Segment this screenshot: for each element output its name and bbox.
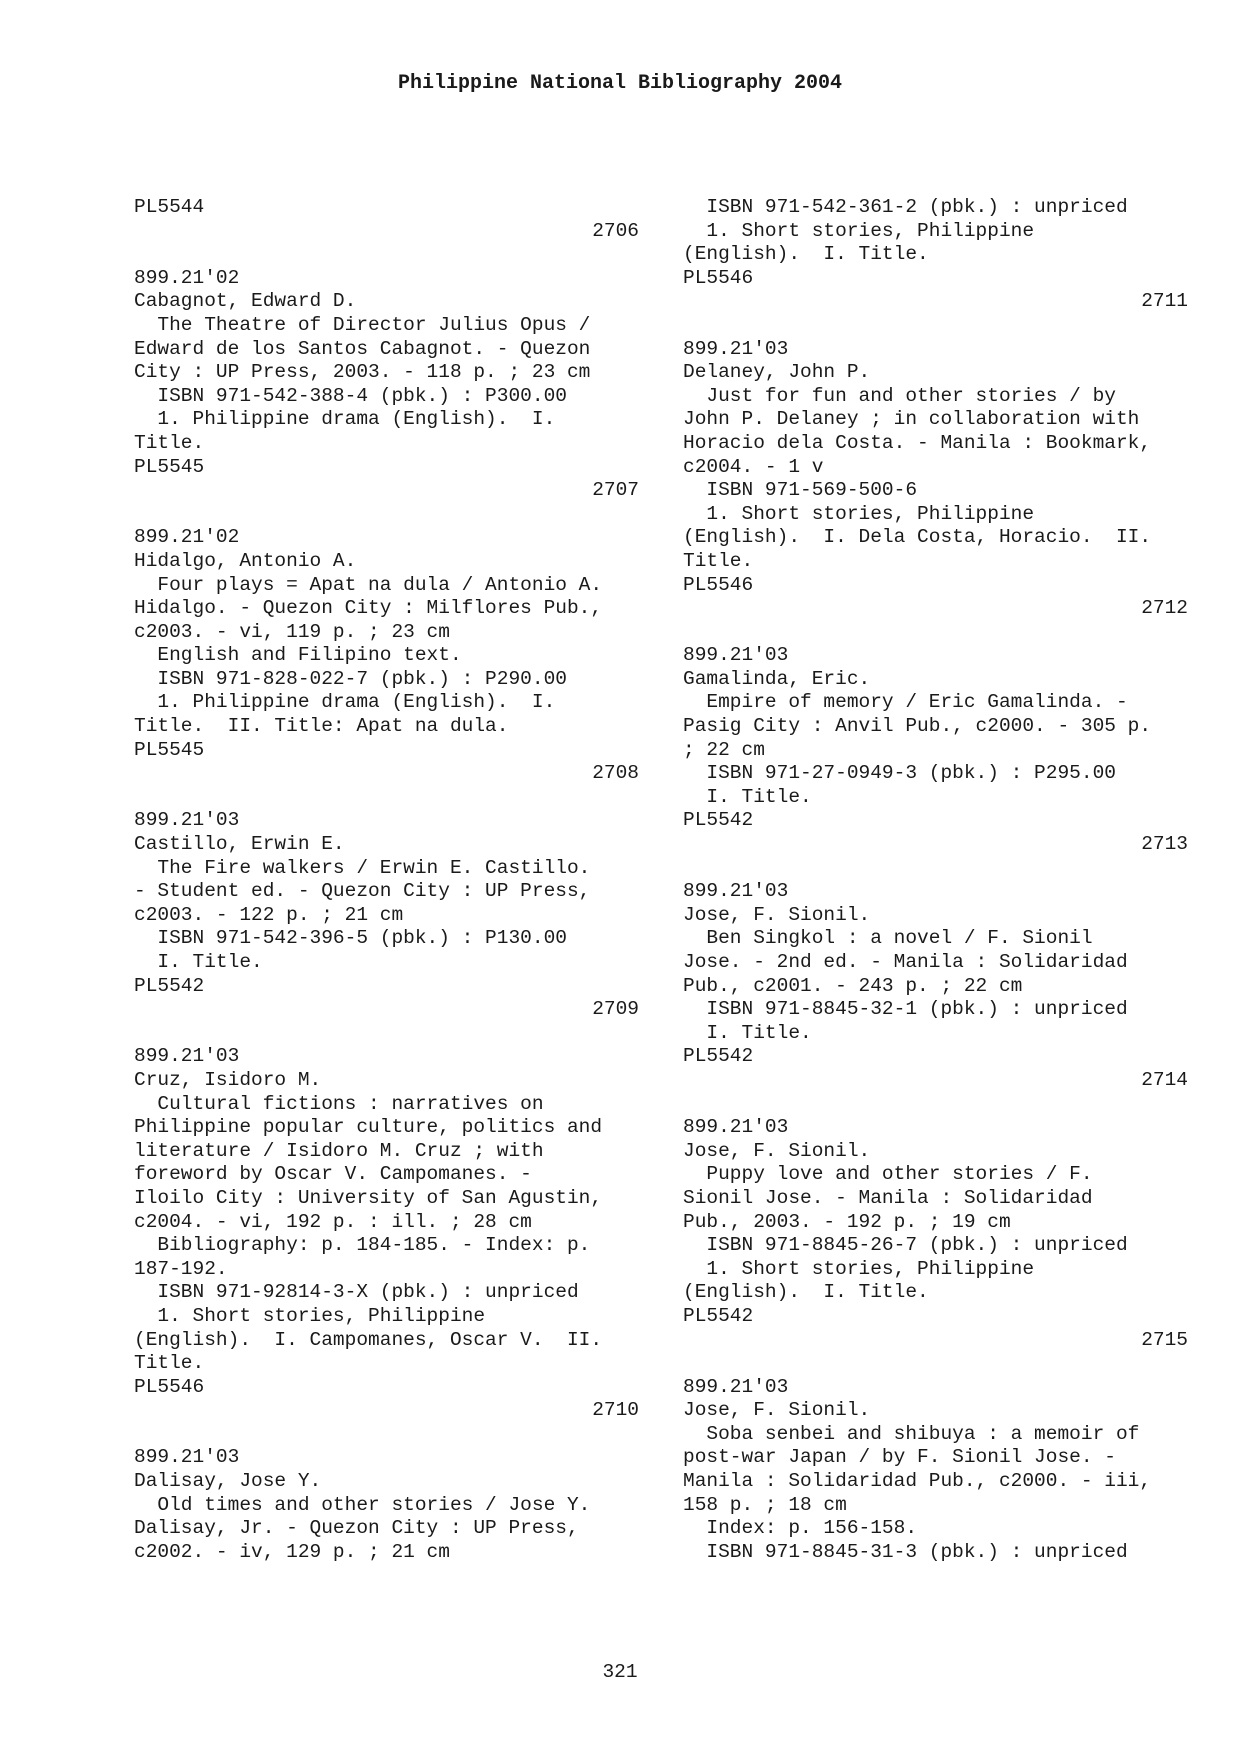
bibliography-line: PL5544 — [134, 196, 205, 218]
bibliography-line: PL5542 — [683, 1045, 754, 1068]
bibliography-line: ISBN 971-8845-26-7 (pbk.) : unpriced — [683, 1234, 1128, 1257]
blank-line — [683, 1352, 1188, 1376]
bibliography-line: I. Title. — [134, 951, 263, 973]
bibliography-line: PL5545 — [134, 455, 205, 478]
bibliography-line: ISBN 971-542-396-5 (pbk.) : P130.00 — [134, 927, 567, 950]
bibliography-line: Title. II. Title: Apat na dula. — [134, 715, 509, 738]
bibliography-line: Pasig City : Anvil Pub., c2000. - 305 p. — [683, 715, 1152, 738]
bibliography-line: Jose, F. Sionil. — [683, 1399, 871, 1422]
bibliography-line: Four plays = Apat na dula / Antonio A. — [134, 573, 603, 596]
bibliography-line: 187-192. — [134, 1257, 228, 1280]
bibliography-line: 899.21'03 — [683, 337, 789, 360]
bibliography-line: Cultural fictions : narratives on — [134, 1092, 544, 1115]
entry-number: 2711 — [1141, 290, 1188, 313]
bibliography-line: c2004. - 1 v — [683, 455, 824, 478]
bibliography-line: ISBN 971-27-0949-3 (pbk.) : P295.00 — [683, 762, 1116, 785]
bibliography-line: post-war Japan / by F. Sionil Jose. - — [683, 1446, 1116, 1469]
bibliography-line: Just for fun and other stories / by — [683, 384, 1116, 407]
bibliography-line: Title. — [134, 431, 205, 454]
bibliography-line: PL5546 — [683, 573, 754, 596]
bibliography-line: Manila : Solidaridad Pub., c2000. - iii, — [683, 1470, 1152, 1493]
bibliography-line: 899.21'03 — [683, 1375, 789, 1398]
blank-line — [134, 1423, 639, 1447]
bibliography-line: The Fire walkers / Erwin E. Castillo. — [134, 856, 591, 879]
entry-number: 2709 — [592, 998, 639, 1021]
bibliography-line: Iloilo City : University of San Agustin, — [134, 1186, 603, 1209]
bibliography-line: ISBN 971-569-500-6 — [683, 479, 918, 502]
entry-number: 2712 — [1141, 597, 1188, 620]
bibliography-line: 899.21'03 — [683, 644, 789, 667]
bibliography-line: PL5542 — [134, 974, 205, 997]
bibliography-line: c2004. - vi, 192 p. : ill. ; 28 cm — [134, 1210, 532, 1233]
bibliography-line: Hidalgo. - Quezon City : Milflores Pub., — [134, 597, 603, 620]
bibliography-line: Cabagnot, Edward D. — [134, 290, 357, 313]
bibliography-line: PL5546 — [683, 266, 754, 289]
bibliography-line: (English). I. Title. — [683, 1281, 929, 1304]
entry-number: 2707 — [592, 479, 639, 502]
bibliography-line: Soba senbei and shibuya : a memoir of — [683, 1422, 1140, 1445]
bibliography-line: ISBN 971-8845-31-3 (pbk.) : unpriced — [683, 1540, 1128, 1563]
bibliography-line: ISBN 971-8845-32-1 (pbk.) : unpriced — [683, 998, 1128, 1021]
bibliography-line: Horacio dela Costa. - Manila : Bookmark, — [683, 431, 1152, 454]
entry-number: 2713 — [1141, 833, 1188, 856]
bibliography-line: Gamalinda, Eric. — [683, 667, 871, 690]
bibliography-line: Hidalgo, Antonio A. — [134, 549, 357, 572]
bibliography-line: City : UP Press, 2003. - 118 p. ; 23 cm — [134, 361, 591, 384]
blank-line — [134, 503, 639, 527]
left-column — [134, 196, 639, 1564]
bibliography-line: Sionil Jose. - Manila : Solidaridad — [683, 1186, 1093, 1209]
bibliography-line: 899.21'03 — [683, 880, 789, 903]
bibliography-line: Ben Singkol : a novel / F. Sionil — [683, 927, 1093, 950]
page-title: Philippine National Bibliography 2004 — [397, 72, 843, 95]
bibliography-line: ISBN 971-542-361-2 (pbk.) : unpriced — [683, 196, 1128, 218]
bibliography-line: (English). I. Dela Costa, Horacio. II. — [683, 526, 1152, 549]
bibliography-line: literature / Isidoro M. Cruz ; with — [134, 1139, 544, 1162]
bibliography-line: 899.21'03 — [134, 1045, 240, 1068]
bibliography-line: English and Filipino text. — [134, 644, 462, 667]
bibliography-line: 1. Short stories, Philippine — [134, 1304, 486, 1327]
entry-number: 2715 — [1141, 1328, 1188, 1351]
bibliography-line: Jose. - 2nd ed. - Manila : Solidaridad — [683, 951, 1128, 973]
bibliography-line: (English). I. Campomanes, Oscar V. II. — [134, 1328, 603, 1351]
bibliography-line: Empire of memory / Eric Gamalinda. - — [683, 691, 1128, 714]
bibliography-line: Puppy love and other stories / F. — [683, 1163, 1093, 1186]
blank-line — [134, 786, 639, 810]
bibliography-line: 1. Short stories, Philippine — [683, 219, 1035, 242]
bibliography-line: Old times and other stories / Jose Y. — [134, 1493, 591, 1516]
bibliography-line: Title. — [134, 1352, 205, 1375]
page-number: 321 — [602, 1661, 638, 1683]
bibliography-line: 1. Philippine drama (English). I. — [134, 408, 556, 431]
bibliography-line: c2003. - 122 p. ; 21 cm — [134, 903, 404, 926]
blank-line — [683, 314, 1188, 338]
bibliography-line: 899.21'02 — [134, 526, 240, 549]
bibliography-line: PL5546 — [134, 1375, 205, 1398]
bibliography-line: John P. Delaney ; in collaboration with — [683, 408, 1140, 431]
bibliography-line: ISBN 971-828-022-7 (pbk.) : P290.00 — [134, 667, 567, 690]
bibliography-line: Dalisay, Jose Y. — [134, 1470, 322, 1493]
bibliography-line: Jose, F. Sionil. — [683, 1139, 871, 1162]
bibliography-line: 899.21'02 — [134, 266, 240, 289]
blank-line — [134, 243, 639, 267]
bibliography-line: ; 22 cm — [683, 738, 765, 761]
bibliography-line: 1. Philippine drama (English). I. — [134, 691, 556, 714]
bibliography-line: Dalisay, Jr. - Quezon City : UP Press, — [134, 1517, 579, 1540]
bibliography-line: 899.21'03 — [134, 809, 240, 832]
bibliography-line: c2002. - iv, 129 p. ; 21 cm — [134, 1540, 450, 1563]
bibliography-line: Pub., 2003. - 192 p. ; 19 cm — [683, 1210, 1011, 1233]
entry-number: 2706 — [592, 219, 639, 242]
right-column — [683, 196, 1188, 1564]
bibliography-line: c2003. - vi, 119 p. ; 23 cm — [134, 620, 450, 643]
blank-line — [683, 857, 1188, 881]
blank-line — [683, 1093, 1188, 1117]
bibliography-line: Edward de los Santos Cabagnot. - Quezon — [134, 337, 591, 360]
bibliography-line: ISBN 971-92814-3-X (pbk.) : unpriced — [134, 1281, 579, 1304]
blank-line — [134, 1022, 639, 1046]
entry-number: 2710 — [592, 1399, 639, 1422]
bibliography-line: ISBN 971-542-388-4 (pbk.) : P300.00 — [134, 384, 567, 407]
bibliography-line: 158 p. ; 18 cm — [683, 1493, 847, 1516]
bibliography-line: Index: p. 156-158. — [683, 1517, 918, 1540]
bibliography-line: Pub., c2001. - 243 p. ; 22 cm — [683, 974, 1023, 997]
bibliography-line: I. Title. — [683, 785, 812, 808]
bibliography-line: Philippine popular culture, politics and — [134, 1116, 603, 1139]
bibliography-line: I. Title. — [683, 1021, 812, 1044]
entry-number: 2708 — [592, 762, 639, 785]
bibliography-line: Cruz, Isidoro M. — [134, 1068, 322, 1091]
bibliography-line: PL5542 — [683, 809, 754, 832]
bibliography-line: PL5542 — [683, 1304, 754, 1327]
bibliography-line: Castillo, Erwin E. — [134, 833, 345, 856]
bibliography-line: 1. Short stories, Philippine — [683, 502, 1035, 525]
bibliography-line: Delaney, John P. — [683, 361, 871, 384]
bibliography-line: PL5545 — [134, 738, 205, 761]
bibliography-line: 899.21'03 — [134, 1446, 240, 1469]
bibliography-line: Bibliography: p. 184-185. - Index: p. — [134, 1234, 591, 1257]
bibliography-line: 899.21'03 — [683, 1116, 789, 1139]
bibliography-line: Jose, F. Sionil. — [683, 903, 871, 926]
bibliography-line: The Theatre of Director Julius Opus / — [134, 313, 591, 336]
entry-number: 2714 — [1141, 1068, 1188, 1091]
bibliography-line: Title. — [683, 549, 754, 572]
bibliography-line: 1. Short stories, Philippine — [683, 1257, 1035, 1280]
bibliography-line: foreword by Oscar V. Campomanes. - — [134, 1163, 532, 1186]
blank-line — [683, 621, 1188, 645]
bibliography-line: - Student ed. - Quezon City : UP Press, — [134, 880, 591, 903]
bibliography-line: (English). I. Title. — [683, 243, 929, 266]
